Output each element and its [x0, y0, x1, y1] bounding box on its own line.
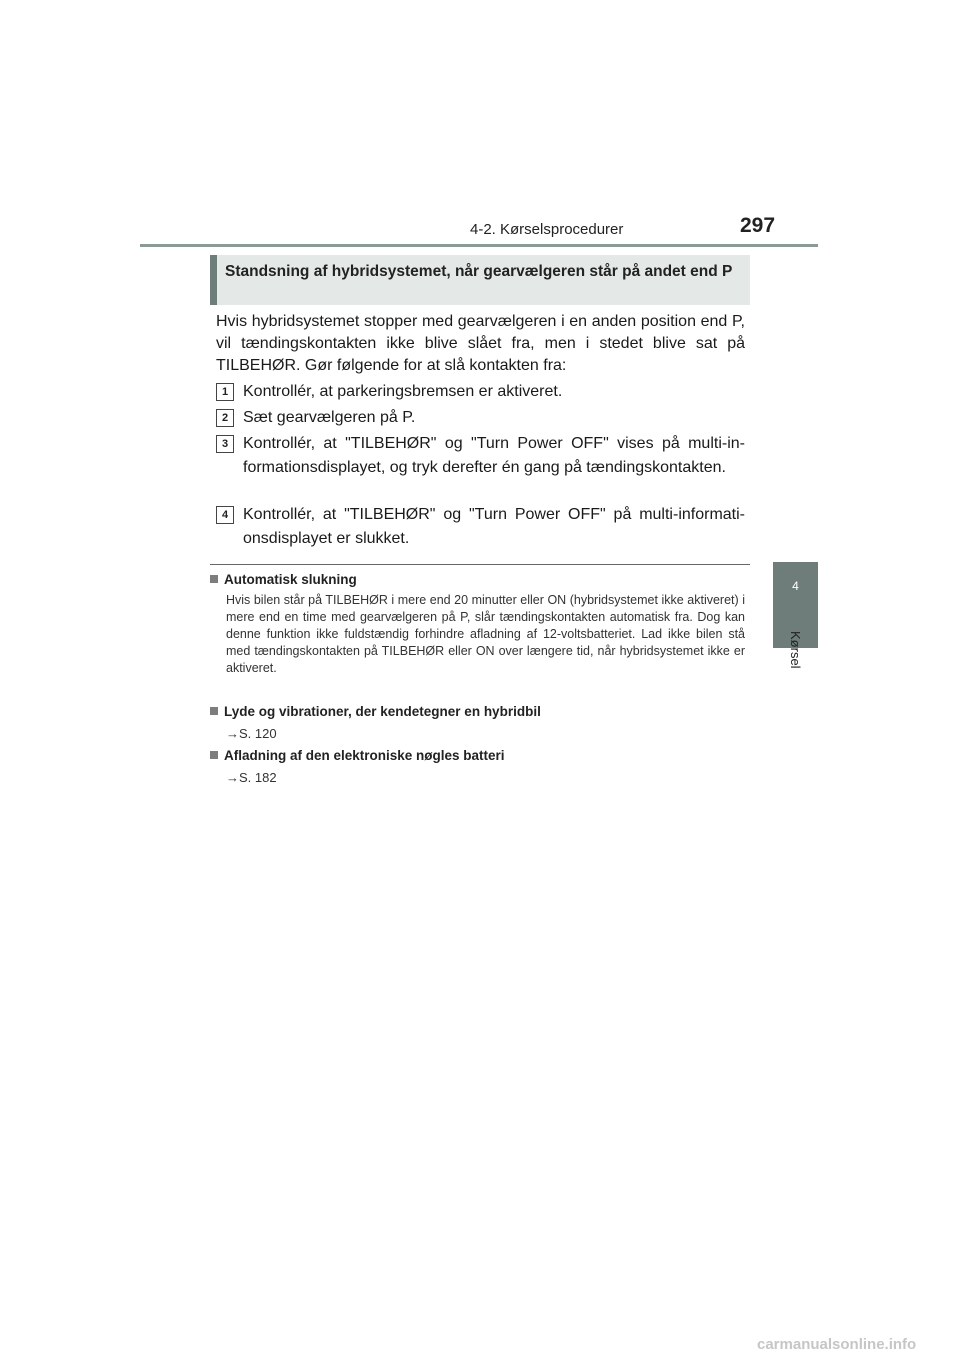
intro-paragraph: Hvis hybridsystemet stopper med gearvælgeren i en anden position end P, vil tændingskontakten ikke blive slået fra, men i stedet blive sat på TILBEHØR. Gør følgende for at slå kontakten fra: — [216, 313, 745, 374]
note-body: Hvis bilen står på TILBEHØR i mere end 20 minutter eller ON (hybridsystemet ikke aktiveret) i mere end en time med gearvælgeren på P, slår tændingskontakten automatisk fra. Dog kan denne funktion ikke fuldstændig forhindre afladning af 12-voltsbatteriet. Lad ikke bilen stå med tændingskontakten på TILBEHØR eller ON over længere tid, når hybridsystemet ikke er aktiveret. — [226, 593, 745, 675]
step-number-1: 1 — [216, 383, 234, 401]
step-number-2: 2 — [216, 409, 234, 427]
step-number-4: 4 — [216, 506, 234, 524]
section-heading: Standsning af hybridsystemet, når gearvælgeren står på andet end P — [210, 255, 750, 305]
bullet-square-icon — [210, 707, 218, 715]
page-reference-link[interactable]: →S. 120 — [226, 726, 277, 741]
watermark: carmanualsonline.info — [757, 1336, 917, 1353]
header-rule — [140, 244, 818, 247]
page-number: 297 — [740, 214, 776, 237]
step-text-4: Kontrollér, at "TILBEHØR" og "Turn Power OFF" på multi-informationsdisplayet er slukket. — [243, 506, 745, 547]
page-header — [0, 0, 776, 244]
step-text-2: Sæt gearvælgeren på P. — [243, 409, 416, 426]
section-title: 4-2. Kørselsprocedurer — [470, 221, 624, 238]
page-reference-link[interactable]: →S. 182 — [226, 770, 277, 785]
bullet-square-icon — [210, 751, 218, 759]
note-automatic-shutoff — [210, 571, 745, 677]
note-title: Afladning af den elektroniske nøgles batteri — [224, 748, 505, 763]
step-number-3: 3 — [216, 435, 234, 453]
note-title: Lyde og vibrationer, der kendetegner en hybridbil — [224, 704, 541, 719]
note-hybrid-sounds — [210, 703, 745, 742]
step-text-3: Kontrollér, at "TILBEHØR" og "Turn Power OFF" vises på multi-informationsdisplayet, og tryk derefter én gang på tændingskontakten. — [243, 435, 745, 476]
bullet-square-icon — [210, 575, 218, 583]
step-text-1: Kontrollér, at parkeringsbremsen er aktiveret. — [243, 383, 563, 400]
chapter-label: Kørsel — [788, 631, 803, 669]
note-title: Automatisk slukning — [224, 572, 357, 587]
section-divider — [210, 564, 750, 565]
chapter-tab: 4 — [773, 562, 818, 648]
note-key-battery — [210, 747, 745, 786]
